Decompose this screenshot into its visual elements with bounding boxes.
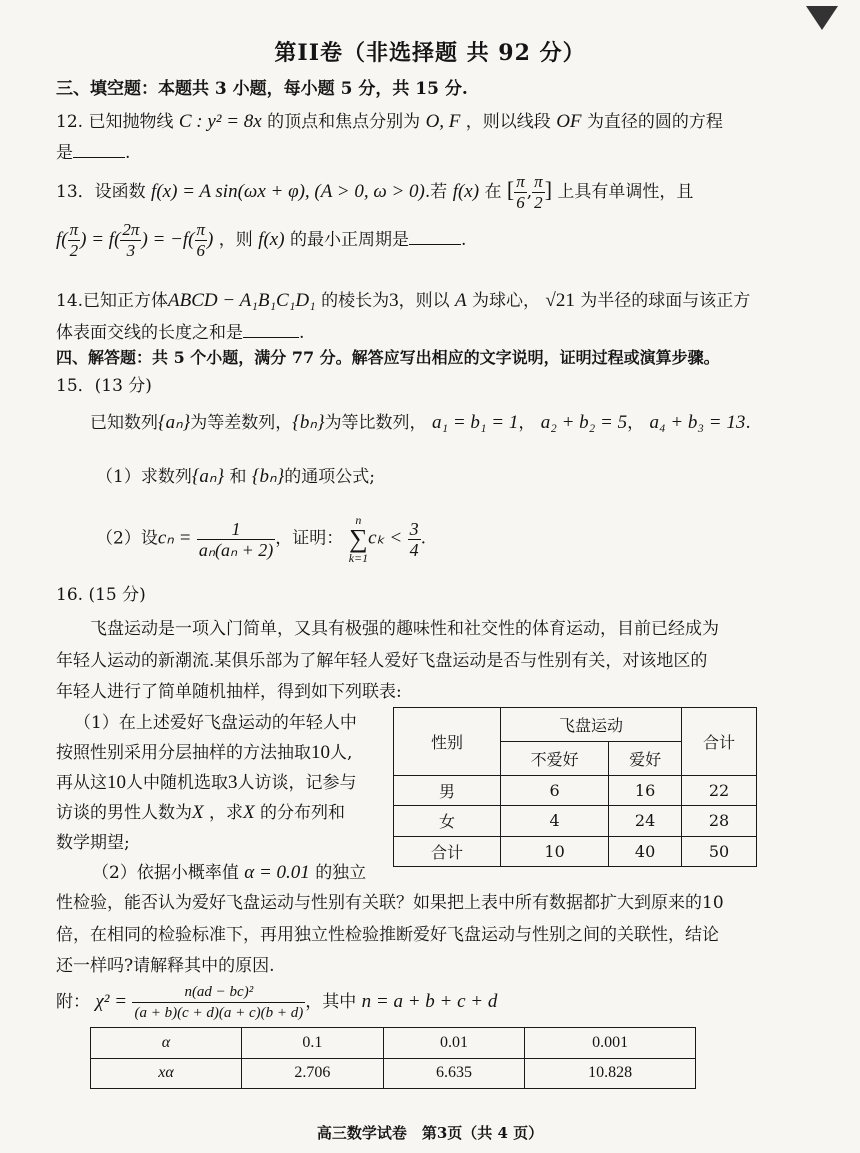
- q15-part1-bn: {bₙ}: [251, 466, 285, 487]
- q16-part2-line2: 性检验，能否认为爱好飞盘运动与性别有关联？如果把上表中所有数据都扩大到原来的10: [56, 893, 724, 913]
- q15-cond3: a₄ + b₃ = 13: [649, 412, 746, 433]
- q14-answer-blank: [243, 323, 299, 338]
- q13-frac-c: [195, 220, 208, 261]
- q13-text-c: 在: [484, 182, 502, 202]
- q16-p2-l1a: （2）依据小概率值: [92, 863, 239, 883]
- q13-eq-f1: f(: [56, 229, 68, 250]
- q16-part1-line4: [56, 798, 345, 824]
- q14-text-d: 为球心，: [472, 291, 540, 311]
- q13-pi6-den: 6: [516, 193, 525, 212]
- ref-alpha-header: α: [91, 1028, 242, 1059]
- q16-part1-line3: [56, 768, 357, 794]
- q12-text-c: ，则以线段: [465, 112, 551, 132]
- q13-eq-close1: ) = f(: [80, 229, 121, 250]
- question-13-line2: f( $\frac{\pi}{2}$ ) = f( $\frac{2\pi}{3}$ ) = −f( $\frac{\pi}{6}$ ) ，则 f(x) 的最小正周期是 .: [56, 220, 467, 260]
- q12-text-b: 的顶点和焦点分别为: [267, 112, 421, 132]
- table-row: [91, 1058, 696, 1089]
- ct-cell: 男: [394, 776, 501, 806]
- q13-frac-a: [68, 220, 81, 261]
- q13-text-f: 的最小正周期是: [289, 230, 409, 250]
- q13-text-d: 上具有单调性，且: [557, 182, 694, 202]
- appendix-where: ，其中: [305, 992, 357, 1012]
- ct-row-header: 性别: [394, 708, 501, 776]
- appendix-frac: [132, 982, 305, 1023]
- ct-cell: 28: [682, 806, 757, 836]
- ct-header-row-1: [394, 708, 757, 742]
- q15-sep2: ，: [627, 413, 645, 433]
- q15-sum-symbol: ∑: [349, 524, 368, 553]
- q12-curve: C : y² = 8x: [178, 111, 262, 132]
- q15-part1-an: {aₙ}: [191, 466, 225, 487]
- q14-radius: √21: [545, 290, 575, 311]
- q13-answer-blank: [409, 230, 461, 245]
- q13-eq-close2: ) = −f(: [141, 229, 195, 250]
- q15-part2-end: .: [420, 528, 427, 549]
- q13-frac-b: [120, 220, 141, 261]
- ref-cell: 6.635: [383, 1058, 525, 1089]
- q12-answer-blank: [73, 143, 125, 158]
- appendix-den: (a + b)(c + d)(a + c)(b + d): [134, 1005, 304, 1021]
- q15-sum-top: n: [355, 513, 362, 527]
- q16-p1-l4x: X: [192, 802, 204, 823]
- q16-para1: 飞盘运动是一项入门简单，又具有极强的趣味性和社交性的体育运动，目前已经成为: [90, 619, 719, 639]
- q15-part2-den: aₙ(aₙ + 2): [198, 539, 274, 560]
- q13-interval-close: ]: [544, 177, 553, 202]
- page-footer: 高三数学试卷 第3页（共 4 页）: [316, 1124, 544, 1142]
- q16-p1-l4c: 的分布列和: [260, 803, 346, 823]
- q16-p1-l3a: 再从这: [56, 773, 107, 793]
- ct-col-like: 爱好: [609, 742, 682, 776]
- q16-p1-l3c: 人访谈，记参与: [237, 773, 357, 793]
- critical-value-table: [90, 1027, 696, 1089]
- q15-bn: {bₙ}: [292, 412, 325, 433]
- table-row: [394, 836, 757, 866]
- q16-part1-line2: [56, 738, 352, 764]
- q13-b-den: 3: [126, 241, 136, 260]
- q16-header: 16. (15 分): [56, 585, 146, 605]
- q15-ineq-num: 3: [409, 518, 419, 539]
- q12-text-a: 已知抛物线: [88, 112, 174, 132]
- q15-cond2: a₂ + b₂ = 5: [540, 412, 628, 433]
- appendix-num: n(ad − bc)²: [132, 982, 305, 1003]
- q15-stem: [90, 408, 751, 434]
- q15-sum-bottom: k=1: [348, 551, 369, 565]
- q13-function: f(x) = A sin(ωx + φ), (A > 0, ω > 0): [151, 181, 425, 202]
- q16-para2: 年轻人运动的新潮流.某俱乐部为了解年轻人爱好飞盘运动是否与性别有关，对该地区的: [56, 651, 708, 671]
- question-14-line2: 体表面交线的长度之和是 .: [56, 323, 305, 343]
- q16-p1-l4b: ，求: [209, 803, 244, 823]
- page-title: 第II卷（非选择题 共 92 分）: [274, 40, 586, 66]
- q16-para3: 年轻人进行了简单随机抽样，得到如下列联表:: [56, 682, 402, 702]
- ref-x-header: xα: [91, 1058, 242, 1089]
- question-13: [56, 172, 693, 213]
- ct-cell: 合计: [394, 836, 501, 866]
- ct-cell: 22: [682, 776, 757, 806]
- ct-cell: 16: [609, 776, 682, 806]
- q12-line2: 是: [56, 143, 73, 163]
- q14-text-b: 的棱长为: [321, 291, 390, 311]
- ct-cell: 女: [394, 806, 501, 836]
- ref-cell: 0.1: [242, 1028, 384, 1059]
- ref-cell: 0.01: [383, 1028, 525, 1059]
- question-12-line2: 是 .: [56, 143, 131, 163]
- q13-c-num: π: [196, 220, 206, 239]
- section4-heading: 四、解答题：共 5 个小题，满分 77 分。解答应写出相应的文字说明，证明过程或演算步骤。: [56, 348, 720, 367]
- ct-cell: 24: [609, 806, 682, 836]
- q15-part1-c: 的通项公式;: [284, 467, 375, 487]
- q13-pi2-den: 2: [534, 193, 543, 212]
- q15-part2-cn: cₙ =: [157, 527, 192, 549]
- q15-part2-a: （2）设: [96, 528, 158, 549]
- q12-segment: OF: [556, 111, 582, 132]
- q13-comma: ,: [526, 182, 533, 202]
- q15-ineq-den: 4: [409, 539, 419, 560]
- q16-part2-line4: 还一样吗?请解释其中的原因.: [56, 956, 275, 976]
- q14-text-c: ，则以: [398, 291, 450, 311]
- appendix-ncond: n = a + b + c + d: [361, 991, 498, 1012]
- appendix-chi: χ² =: [95, 991, 128, 1012]
- q15-sep1: ，: [518, 413, 536, 433]
- q16-p1-l4a: 访谈的男性人数为: [56, 803, 192, 823]
- q16-p2-l1b: 的独立: [315, 863, 367, 883]
- q13-fx: f(x): [452, 181, 480, 202]
- section3-heading: 三、填空题：本题共 3 小题，每小题 5 分，共 15 分.: [56, 79, 468, 99]
- q15-header: 15．(13 分): [56, 376, 152, 396]
- q16-part2-line1: [92, 858, 366, 884]
- ref-cell: 2.706: [242, 1058, 384, 1089]
- q13-a-num: π: [69, 220, 79, 239]
- q13-b-num: 2π: [122, 220, 140, 239]
- ct-col-total: 合计: [682, 708, 757, 776]
- q13-frac-pi6: [514, 172, 527, 213]
- q15-stem-a: 已知数列: [90, 413, 158, 433]
- q15-part1-b: 和: [229, 467, 247, 487]
- q13-pi2-num: π: [534, 172, 543, 191]
- q16-part2-line3: 倍，在相同的检验标准下，再用独立性检验推断爱好飞盘运动与性别之间的关联性，结论: [56, 925, 719, 945]
- appendix-label: 附：: [56, 992, 90, 1012]
- q15-cond1: a₁ = b₁ = 1: [431, 412, 519, 433]
- q15-stem-b: 为等差数列，: [190, 413, 293, 433]
- q15-part2-frac: [197, 519, 275, 560]
- q14-center: A: [454, 290, 467, 311]
- q12-number: 12.: [56, 112, 84, 132]
- question-12: [56, 107, 723, 133]
- q13-pi6-num: π: [516, 172, 525, 191]
- ref-cell: 10.828: [525, 1058, 696, 1089]
- ct-cell: 40: [609, 836, 682, 866]
- q16-p1-l3m: 3: [228, 772, 238, 793]
- q16-p1-l2b: 人,: [330, 743, 353, 763]
- q15-sum-term: cₖ <: [368, 527, 403, 549]
- q13-interval-open: [: [506, 177, 515, 202]
- question-14: [56, 286, 750, 312]
- ct-cell: 50: [682, 836, 757, 866]
- q13-a-den: 2: [69, 241, 79, 260]
- ct-col-dislike: 不爱好: [501, 742, 609, 776]
- q15-sum: [349, 514, 368, 564]
- q16-p1-l3b: 人中随机选取: [126, 773, 228, 793]
- q13-eq-close3: ): [207, 229, 214, 250]
- q14-text-a: 14.已知正方体: [56, 291, 169, 311]
- q16-part1-line5: 数学期望;: [56, 833, 130, 853]
- q16-p1-l2a: 按照性别采用分层抽样的方法抽取: [56, 743, 311, 763]
- q15-part2-b: ，证明：: [275, 528, 344, 549]
- table-row: [394, 806, 757, 836]
- q15-an: {aₙ}: [158, 412, 191, 433]
- q14-text-e: 为半径的球面与该正方: [580, 291, 751, 311]
- q13-c-den: 6: [196, 241, 206, 260]
- q16-part1-line1: （1）在上述爱好飞盘运动的年轻人中: [74, 713, 357, 733]
- ct-cell: 4: [501, 806, 609, 836]
- ref-cell: 0.001: [525, 1028, 696, 1059]
- q12-text-d: 为直径的圆的方程: [586, 112, 723, 132]
- q13-number: 13．设函数: [56, 182, 146, 202]
- q13-text-b: .若: [424, 182, 448, 202]
- q15-part1-a: （1）求数列: [96, 467, 192, 487]
- q15-part1: [96, 462, 375, 488]
- q16-p1-l4x2: X: [243, 802, 255, 823]
- q16-p1-l3n: 10: [107, 772, 126, 793]
- q12-points: O, F: [425, 111, 461, 132]
- q16-p2-l1m: α = 0.01: [244, 862, 310, 883]
- q15-stem-c: 为等比数列，: [324, 413, 427, 433]
- q15-part2: [96, 514, 426, 564]
- q13-text-e: ，则: [218, 230, 253, 250]
- table-row: [91, 1028, 696, 1059]
- q15-ineq-frac: [408, 519, 421, 560]
- q15-end: .: [745, 413, 751, 433]
- table-row: [394, 776, 757, 806]
- q13-fx2: f(x): [258, 229, 285, 250]
- ct-group-header: 飞盘运动: [501, 708, 682, 742]
- q15-part2-num: 1: [197, 519, 275, 540]
- corner-mark-icon: [806, 6, 838, 30]
- q13-frac-pi2: [532, 172, 545, 213]
- q16-p1-l2n: 10: [311, 742, 330, 763]
- q14-edge: 3: [389, 290, 399, 311]
- ct-cell: 6: [501, 776, 609, 806]
- ct-cell: 10: [501, 836, 609, 866]
- q14-line2: 体表面交线的长度之和是: [56, 323, 243, 343]
- appendix-formula: [56, 982, 497, 1023]
- contingency-table: [393, 707, 757, 867]
- q14-cube: ABCD − A₁B₁C₁D₁: [168, 290, 316, 311]
